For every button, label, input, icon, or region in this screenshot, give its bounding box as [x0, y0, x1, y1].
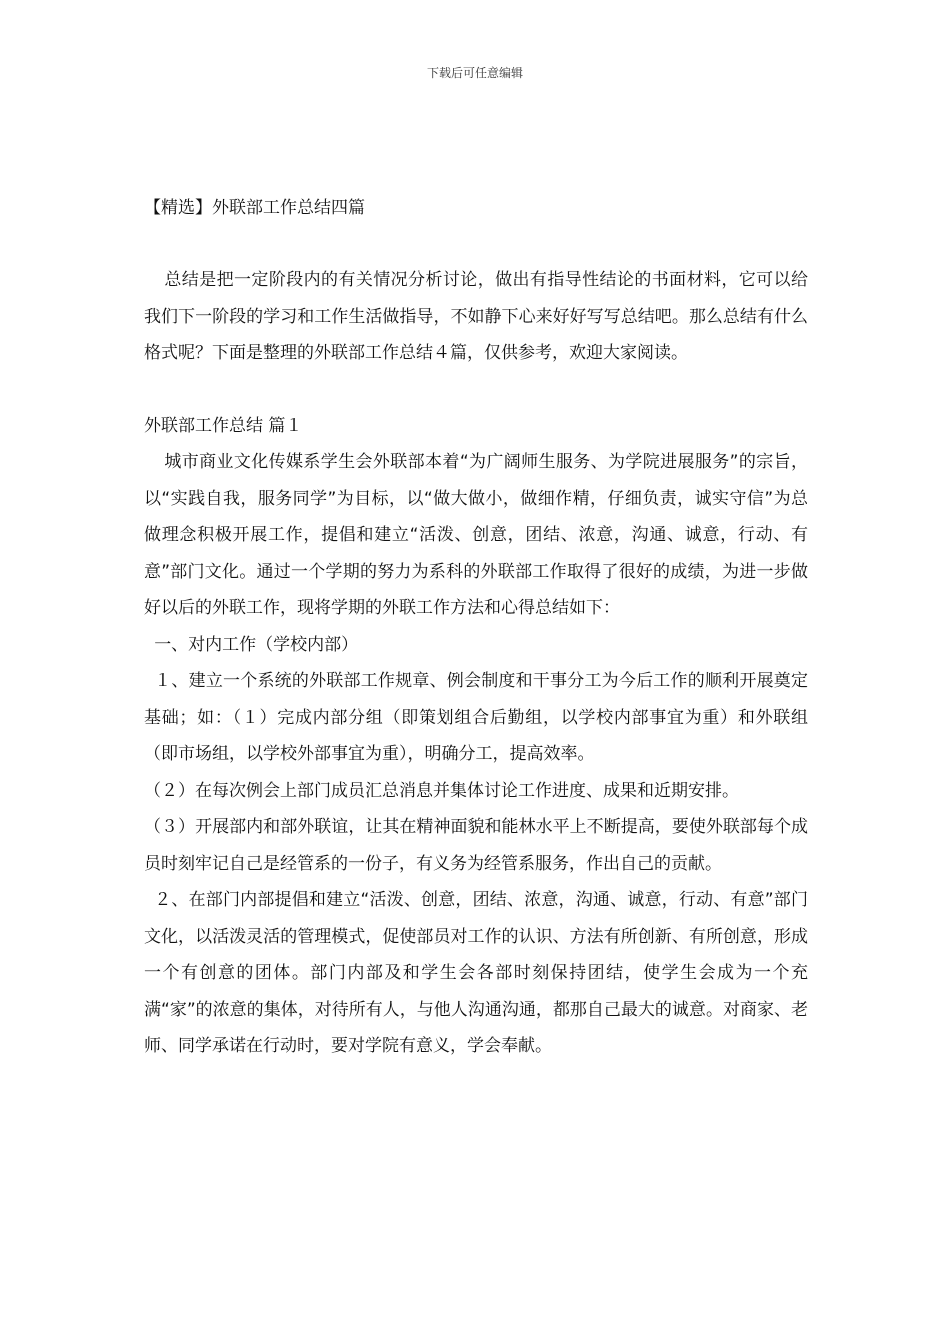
body-paragraph: （３）开展部内和部外联谊，让其在精神面貌和能林水平上不断提高，要使外联部每个成员时刻牢记自己是经管系的一份子，有义务为经管系服务，作出自己的贡献。 [144, 817, 808, 874]
body-paragraph: １、建立一个系统的外联部工作规章、例会制度和干事分工为今后工作的顺利开展奠定基础；如：（１）完成内部分组（即策划组合后勤组，以学校内部事宜为重）和外联组（即市场组，以学校外部事宜为重），明确分工，提高效率。 [144, 671, 808, 764]
section-heading: 外联部工作总结 篇１ [144, 415, 303, 436]
body-paragraph: ２、在部门内部提倡和建立“活泼、创意，团结、浓意，沟通、诚意，行动、有意”部门文化，以活泼灵活的管理模式，促使部员对工作的认识、方法有所创新、有所创意，形成一个有创意的团体。部门内部及和学生会各部时刻保持团结，使学生会成为一个充满“家”的浓意的集体，对待所有人，与他人沟通沟通，都那自己最大的诚意。对商家、老师、同学承诺在行动时，要对学院有意义，学会奉献。 [144, 890, 808, 1056]
page-header-note: 下载后可任意编辑 [426, 66, 523, 80]
body-paragraph: （２）在每次例会上部门成员汇总消息并集体讨论工作进度、成果和近期安排。 [144, 780, 739, 801]
subsection-heading: 一、对内工作（学校内部） [154, 634, 359, 655]
body-paragraph: 城市商业文化传媒系学生会外联部本着“为广阔师生服务、为学院进展服务”的宗旨，以“实践自我，服务同学”为目标，以“做大做小，做细作精，仔细负责，诚实守信”为总做理念积极开展工作，提倡和建立“活泼、创意，团结、浓意，沟通、诚意，行动、有意”部门文化。通过一个学期的努力为系科的外联部工作取得了很好的成绩，为进一步做好以后的外联工作，现将学期的外联工作方法和心得总结如下： [144, 452, 808, 618]
document-body [144, 262, 808, 1065]
document-title: 【精选】外联部工作总结四篇 [144, 198, 365, 218]
intro-paragraph: 总结是把一定阶段内的有关情况分析讨论，做出有指导性结论的书面材料，它可以给我们下一阶段的学习和工作生活做指导，不如静下心来好好写写总结吧。那么总结有什么格式呢？下面是整理的外联部工作总结４篇，仅供参考，欢迎大家阅读。 [144, 270, 808, 363]
